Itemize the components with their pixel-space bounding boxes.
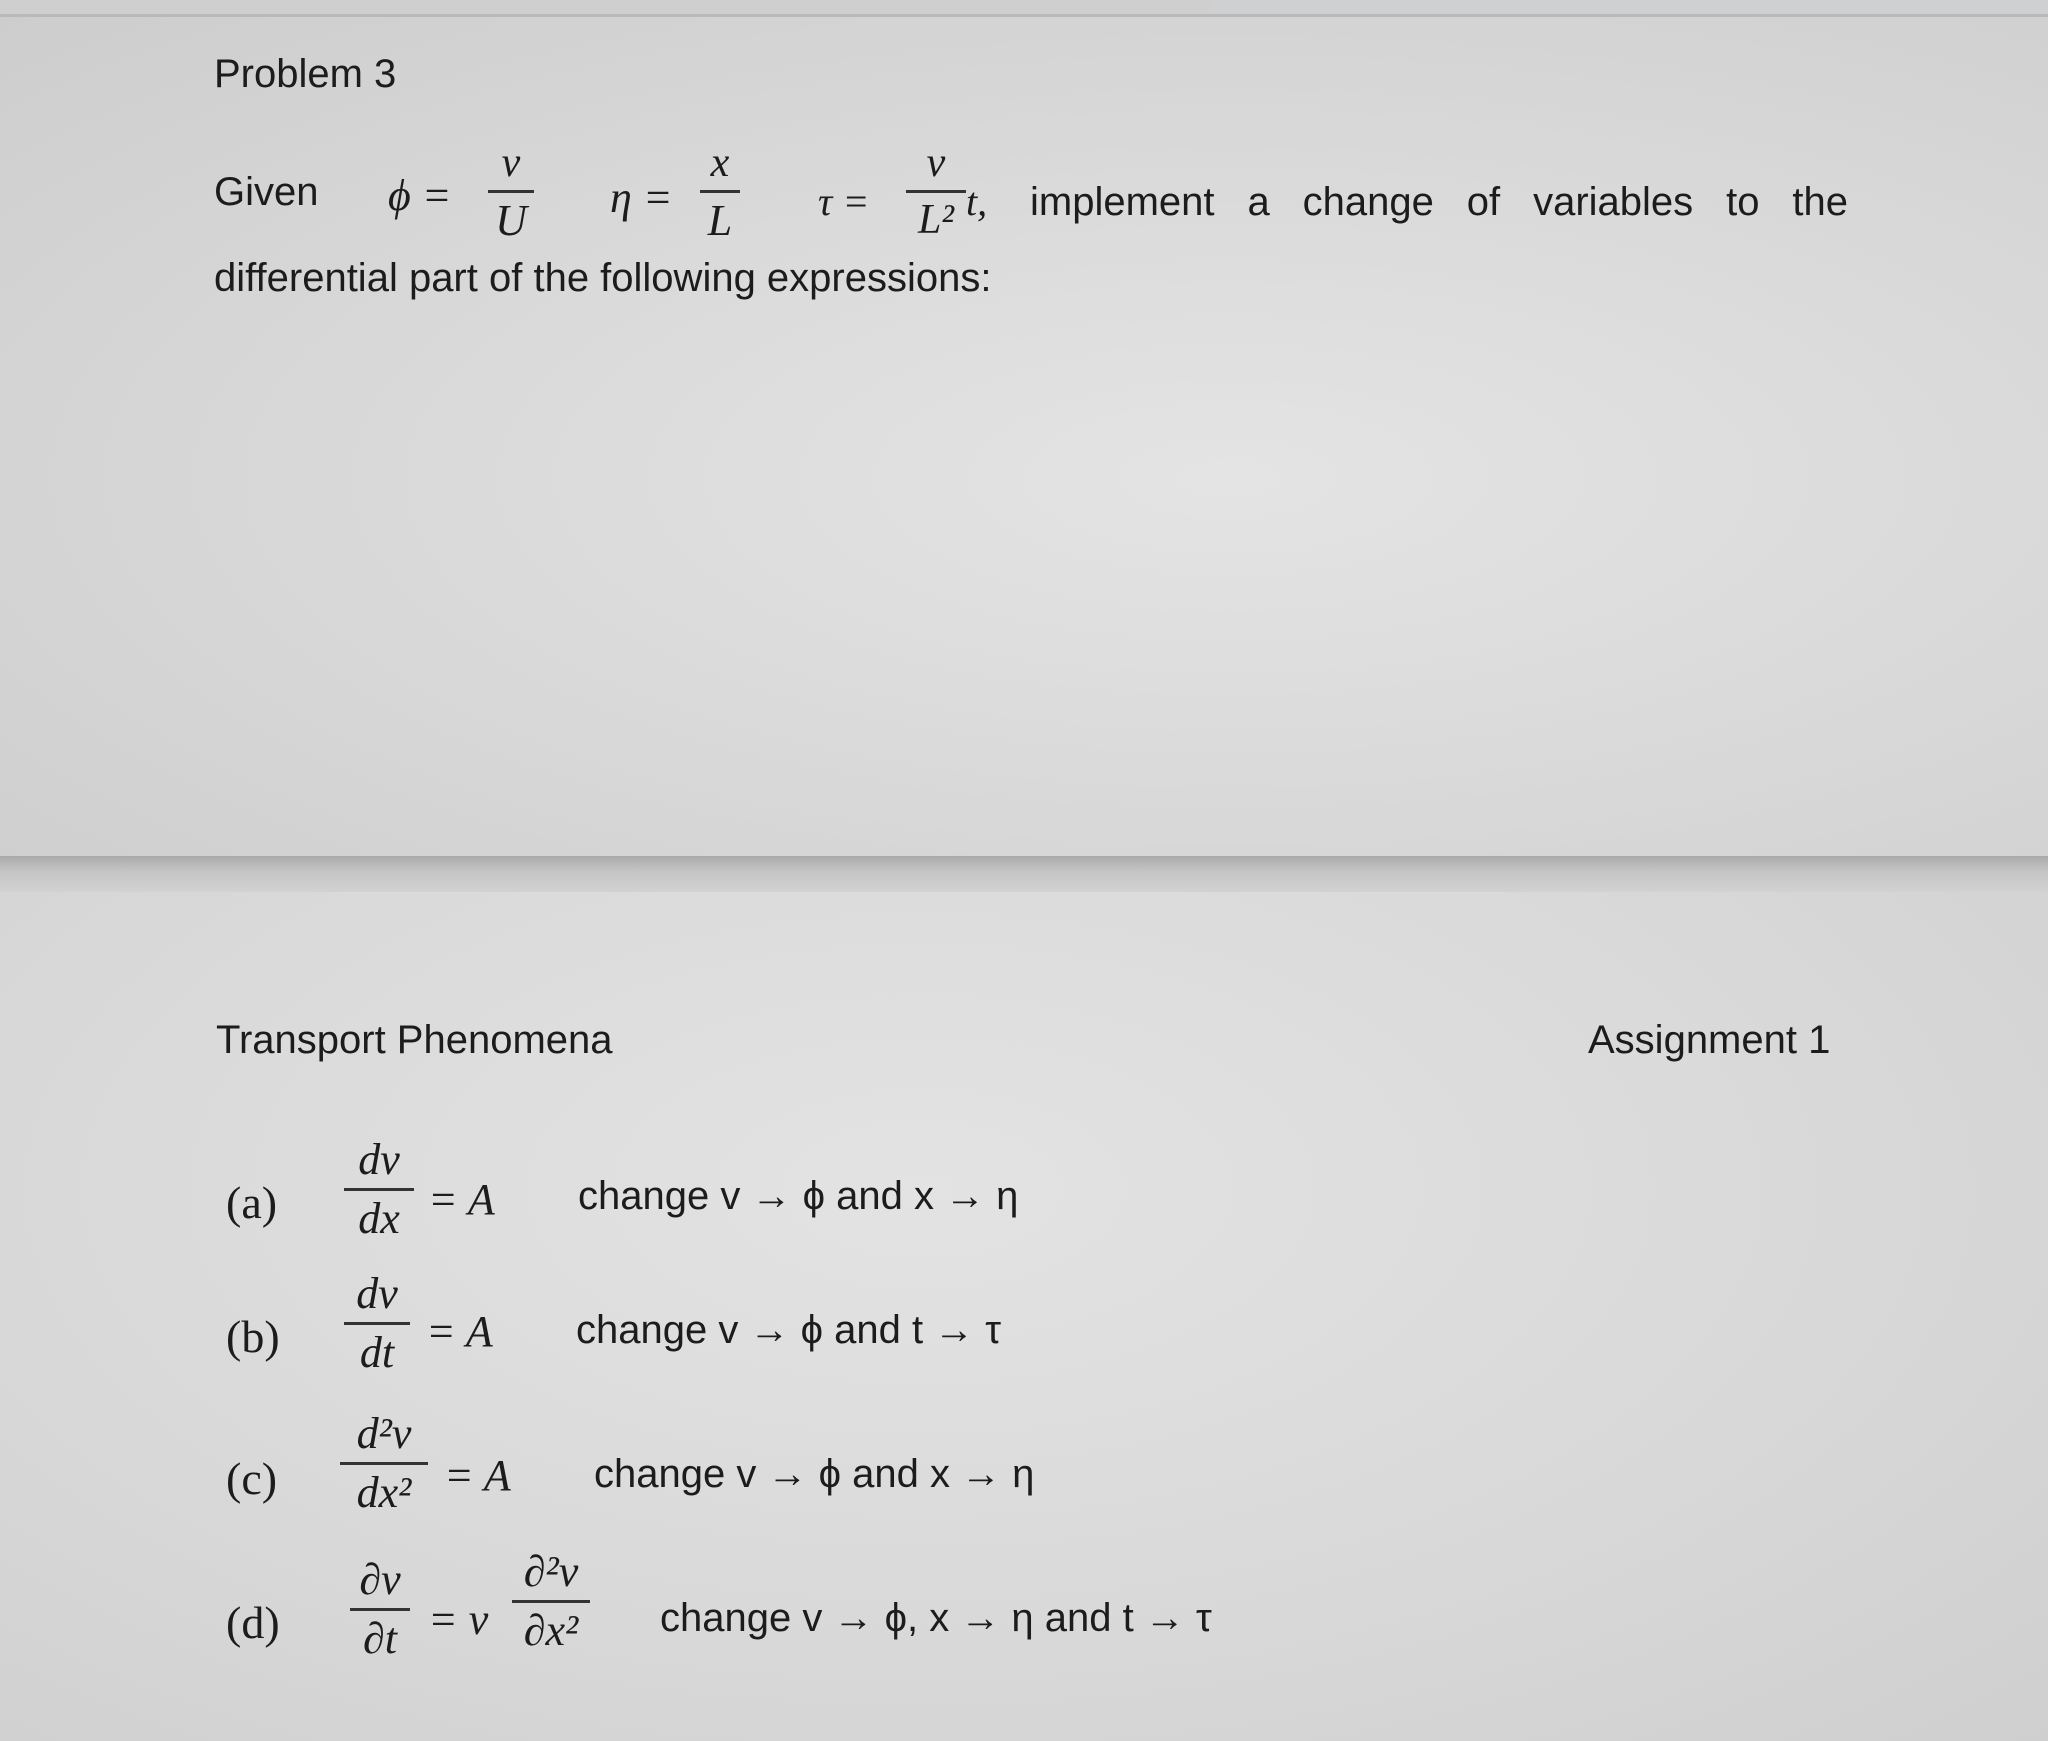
- tau-numerator: ν: [926, 140, 946, 186]
- rhs: = A: [426, 1307, 493, 1356]
- rhs: = A: [428, 1175, 495, 1224]
- fraction-bar: [350, 1608, 410, 1611]
- eta-numerator: x: [710, 140, 730, 186]
- top-edge-line: [0, 14, 2048, 17]
- denominator: dx²: [356, 1468, 412, 1517]
- fraction-bar: [344, 1188, 414, 1191]
- item-label: (d): [226, 1597, 280, 1648]
- item-b-fraction: [344, 1269, 410, 1377]
- item-label: (b): [226, 1311, 280, 1362]
- eta-fraction: [700, 142, 740, 243]
- fraction-bar: [512, 1600, 590, 1603]
- numerator: dv: [356, 1269, 398, 1318]
- eta-denominator: L: [707, 196, 733, 245]
- item-c-fraction: [340, 1409, 428, 1517]
- problem-title: Problem 3: [214, 52, 397, 96]
- fraction-bar: [340, 1462, 428, 1465]
- numerator: d²v: [356, 1409, 412, 1458]
- tau-tail: t,: [966, 179, 988, 224]
- instruction-line-1: implement a change of variables to the: [1030, 180, 1848, 224]
- rhs: = A: [444, 1451, 511, 1500]
- denominator: ∂x²: [523, 1606, 579, 1655]
- numerator: ∂v: [359, 1555, 401, 1604]
- item-label: (c): [226, 1453, 278, 1504]
- eta-lhs: η =: [610, 173, 673, 222]
- eta-fraction-bar: [700, 190, 740, 193]
- item-d-fraction-right: [512, 1547, 590, 1655]
- item-a-fraction: [344, 1135, 414, 1243]
- numerator: dv: [358, 1135, 400, 1184]
- tau-lhs: τ =: [818, 179, 870, 224]
- numerator: ∂²v: [523, 1547, 579, 1596]
- change-instruction: change v → ϕ, x → η and t → τ: [660, 1596, 1212, 1640]
- tau-denominator: L²: [918, 197, 954, 243]
- mid-operator: = ν: [428, 1595, 489, 1644]
- given-word: Given: [214, 170, 319, 214]
- change-instruction: change v → ϕ and x → η: [594, 1452, 1035, 1496]
- problem-sheet: [0, 16, 2048, 856]
- tau-fraction-bar: [906, 190, 966, 193]
- phi-fraction-bar: [488, 190, 534, 193]
- assignment-label: Assignment 1: [1588, 1018, 1831, 1062]
- item-label: (a): [226, 1177, 278, 1228]
- item-d-fraction-left: [350, 1555, 410, 1663]
- fraction-bar: [344, 1322, 410, 1325]
- course-title: Transport Phenomena: [216, 1018, 613, 1062]
- page-gap: [0, 856, 2048, 892]
- phi-numerator: v: [501, 140, 521, 186]
- tau-fraction: [906, 142, 966, 241]
- phi-fraction: [488, 142, 534, 243]
- change-instruction: change v → ϕ and t → τ: [576, 1308, 1002, 1352]
- instruction-line-2: differential part of the following expressions:: [214, 256, 992, 300]
- phi-denominator: U: [495, 196, 527, 245]
- phi-lhs: ϕ =: [388, 171, 452, 220]
- denominator: dt: [359, 1328, 395, 1377]
- change-instruction: change v → ϕ and x → η: [578, 1174, 1019, 1218]
- denominator: ∂t: [363, 1614, 397, 1663]
- denominator: dx: [358, 1194, 400, 1243]
